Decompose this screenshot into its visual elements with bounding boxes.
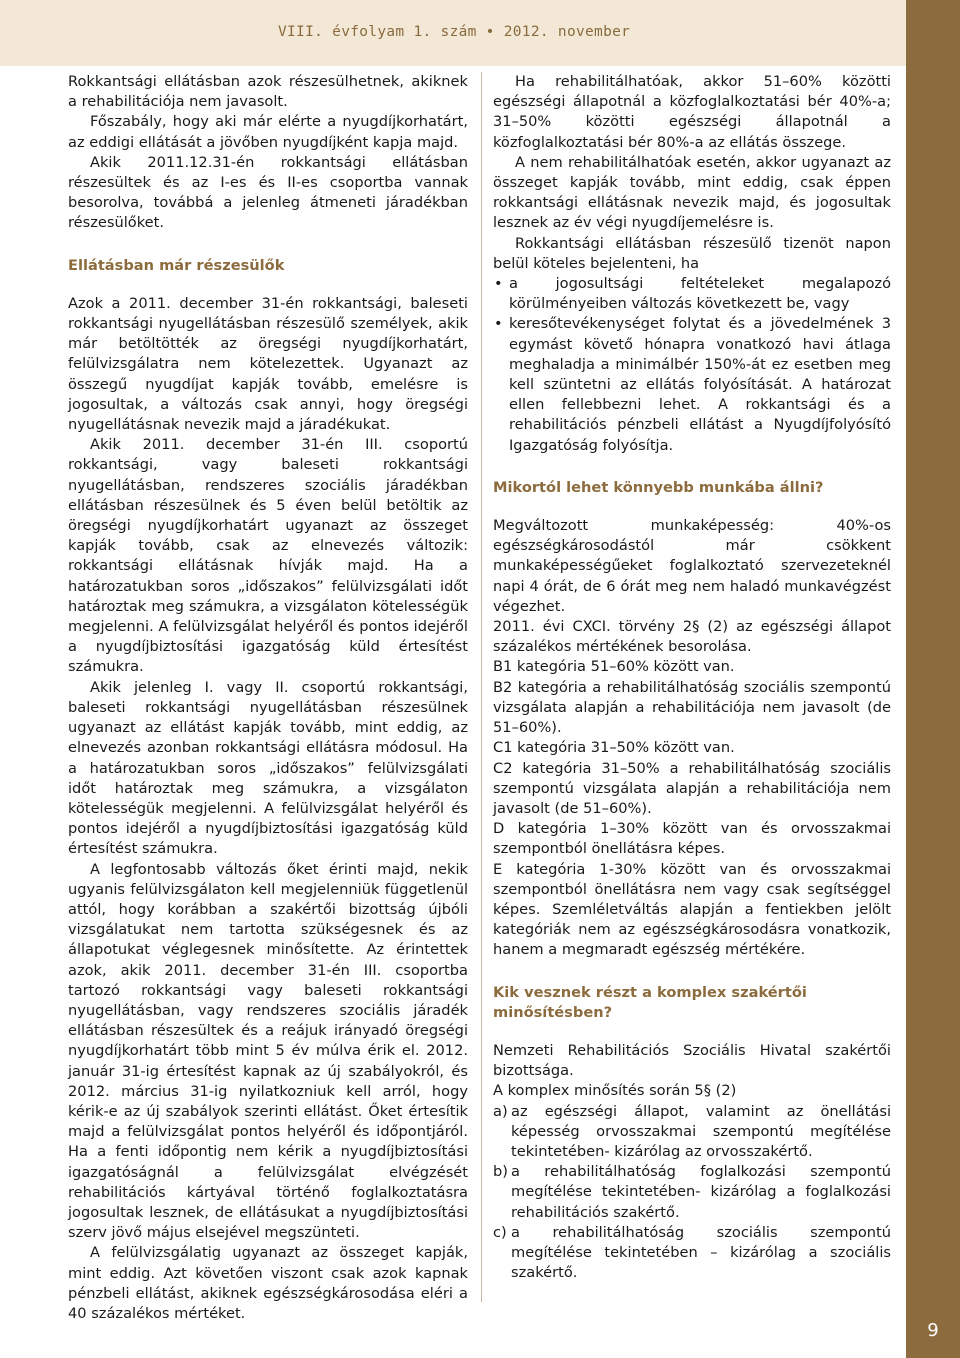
list-item <box>493 1223 891 1284</box>
report-conditions-list <box>493 274 891 456</box>
left-paragraph-3: Akik jelenleg I. vagy II. csoportú rokkantsági, baleseti rokkantsági nyugellátásban részesülnek ugyanazt az ellátást kapják tovább, mint eddig, az elnevezés azonban rokkantsági ellátásra módosul. Ha a határozatukban soros „időszakos” felülvizsgálati időt határoztak meg számukra, a vizsgálaton kötelességük megjelenni. A felülvizsgálat helyéről és pontos idejéről a nyugdíjbiztosítási igazgatóság küld értesítést számukra. <box>68 678 468 858</box>
section-heading-experts: Kik vesznek részt a komplex szakértői minősítésben? <box>493 983 807 1021</box>
category-b1: B1 kategória 51–60% között van. <box>493 658 735 676</box>
left-intro-3: Akik 2011.12.31-én rokkantsági ellátásban részesültek és az I-es és II-es csoportba vannak besorolva, továbbá a jelenleg átmeneti járadékban részesülőket. <box>68 153 468 232</box>
expert-roles-list <box>493 1102 891 1284</box>
list-item <box>493 1102 891 1163</box>
right-intro-3: Rokkantsági ellátásban részesülő tizenöt napon belül köteles bejelenteni, ha <box>493 234 891 272</box>
left-intro-2: Főszabály, hogy aki már elérte a nyugdíjkorhatárt, az eddigi ellátását a jövőben nyugdíjként kapja majd. <box>68 113 468 151</box>
right-s2-paragraph-1: Nemzeti Rehabilitációs Szociális Hivatal szakértői bizottsága. <box>493 1041 891 1080</box>
section-heading-recipients: Ellátásban már részesülők <box>68 256 285 274</box>
right-s2-paragraph-2: A komplex minősítés során 5§ (2) <box>493 1082 737 1100</box>
category-d: D kategória 1–30% között van és orvosszakmai szempontból önellátásra képes. <box>493 820 891 858</box>
column-divider <box>481 72 482 1302</box>
list-item-label: c) <box>493 1223 507 1241</box>
list-item-text: a rehabilitálhatóság foglalkozási szempontú megítélése tekintetében- kizárólag a foglalkozási rehabilitációs szakértő. <box>511 1163 891 1221</box>
page-number: 9 <box>927 1320 939 1341</box>
category-b2: B2 kategória a rehabilitálhatóság szociális szempontú vizsgálata alapján a rehabilitációja nem javasolt (de 51–60%). <box>493 678 891 737</box>
left-intro-1: Rokkantsági ellátásban azok részesülhetnek, akiknek a rehabilitációja nem javasolt. <box>68 73 468 111</box>
right-column <box>493 72 891 1283</box>
list-item <box>493 1162 891 1223</box>
right-intro-1: Ha rehabilitálhatóak, akkor 51–60% közötti egészségi állapotnál a közfoglalkoztatási bér 40%-a; 31–50% közötti egészségi állapotnál a közfoglalkoztatási bér 80%-a az ellátás összege. <box>493 73 891 151</box>
list-item: • keresőtevékenységet folytat és a jövedelmének 3 egymást követő hónapra vonatkozó havi átlaga meghaladja a minimálbér 150%-át ez esetben meg kell szüntetni az ellátás folyósítását. A határozat ellen fellebbezni lehet. A rokkantsági és a rehabilitációs pénzbeli ellátást a Nyugdíjfolyósító Igazgatóság folyósítja. <box>493 314 891 455</box>
list-item: • a jogosultsági feltételeket megalapozó körülményeiben változás következett be, vagy <box>493 274 891 314</box>
list-item-label: b) <box>493 1163 508 1181</box>
list-item-text: a rehabilitálhatóság szociális szempontú megítélése tekintetében – kizárólag a szociális szakértő. <box>511 1223 891 1282</box>
issue-header: VIII. évfolyam 1. szám • 2012. november <box>278 24 631 40</box>
left-paragraph-1: Azok a 2011. december 31-én rokkantsági, baleseti rokkantsági nyugellátásban részesülő személyek, akik már betöltötték az öregségi nyugdíjkorhatárt, felülvizsgálatra nem kötelezettek. Ugyanazt az összegű nyugdíjat kapják tovább, emelésre is jogosultak, a változás csak annyi, hogy öregségi nyugellátásnak nevezik majd a járadékukat. <box>68 294 468 434</box>
left-paragraph-2: Akik 2011. december 31-én III. csoportú rokkantsági, vagy baleseti rokkantsági nyugellátásban, rendszeres szociális járadékban ellátásban részesülnek és 5 éven belül betöltik az öregségi nyugdíjkorhatárt ugyanazt az összeget kapják tovább, csak az elnevezés változik: rokkantsági ellátásnak hívják majd. Ha a határozatukban soros „időszakos” felülvizsgálati időt határoztak meg számukra, a vizsgálaton kötelességük megjelenni. A felülvizsgálat helyéről és pontos idejéről a nyugdíjbiztosítási igazgatóság küld értesítést számukra. <box>68 436 468 676</box>
category-c2: C2 kategória 31–50% a rehabilitálhatóság szociális szempontú vizsgálata alapján a rehabilitációja nem javasolt (de 51–60%). <box>493 759 891 817</box>
left-paragraph-4: A legfontosabb változás őket érinti majd, nekik ugyanis felülvizsgálaton kell megjelenniük függetlenül attól, hogy korábban a szakértői bizottság újbóli vizsgálatukat nem tartotta szükségesnek és az állapotukat véglegesnek minősítette. Az érintettek azok, akik 2011. december 31-én III. csoportba tartozó rokkantsági vagy baleseti rokkantsági nyugellátásban, vagy rendszeres szociális járadék ellátásban részesültek és a reájuk irányadó öregségi nyugdíjkorhatárt több mint 5 év múlva érik el. 2012. január 31-ig értesítést kapnak az új szabályokról, és 2012. március 31-ig nyilatkozniuk kell arról, hogy kérik-e az új szabályok szerinti ellátást. Őket értesítik majd a felülvizsgálat pontos helyéről és időpontjáról. Ha a fenti időpontig nem kérik a nyugdíjbiztosítási igazgatóságnál a felülvizsgálat elvégzését rehabilitációs kártyával történő foglalkoztatásra jogosultak lesznek, de ellátásukat a nyugdíjbiztosítási szerv jövő május elsejével megszünteti. <box>68 860 468 1242</box>
left-paragraph-5: A felülvizsgálatig ugyanazt az összeget kapják, mint eddig. Azt követően viszont csak azok kapnak pénzbeli ellátást, akiknek egészségkárosodása eléri a 40 százalékos mértéket. <box>68 1244 468 1322</box>
list-item-label: a) <box>493 1102 508 1120</box>
right-s1-paragraph-2: 2011. évi CXCI. törvény 2§ (2) az egészségi állapot százalékos mértékének besorolása. <box>493 618 891 656</box>
left-column <box>68 72 468 1324</box>
list-item-text: az egészségi állapot, valamint az önellátási képesség orvosszakmai szempontú megítélése tekintetében- kizárólag az orvosszakértő. <box>511 1102 891 1160</box>
section-heading-work: Mikortól lehet könnyebb munkába állni? <box>493 478 824 496</box>
right-s1-paragraph-1: Megváltozott munkaképesség: 40%-os egészségkárosodástól már csökkent munkaképességűeket foglalkoztató szervezeteknél napi 4 órát, de 6 órát meg nem haladó munkavégzést végezhet. <box>493 517 891 615</box>
category-c1: C1 kategória 31–50% között van. <box>493 739 735 757</box>
side-bar <box>906 0 960 1358</box>
right-intro-2: A nem rehabilitálhatóak esetén, akkor ugyanazt az összeget kapják tovább, mint eddig, csak éppen rokkantsági ellátásnak nevezik majd, és jogosultak lesznek az év végi nyugdíjemelésre is. <box>493 153 891 232</box>
category-e: E kategória 1-30% között van és orvosszakmai szempontból önellátásra nem vagy csak segítséggel képes. Szemléletváltás alapján a fentiekben jelölt kategóriák nem az egészségkárosodásra vonatkozik, hanem a megmaradt egészség mértékére. <box>493 860 891 959</box>
